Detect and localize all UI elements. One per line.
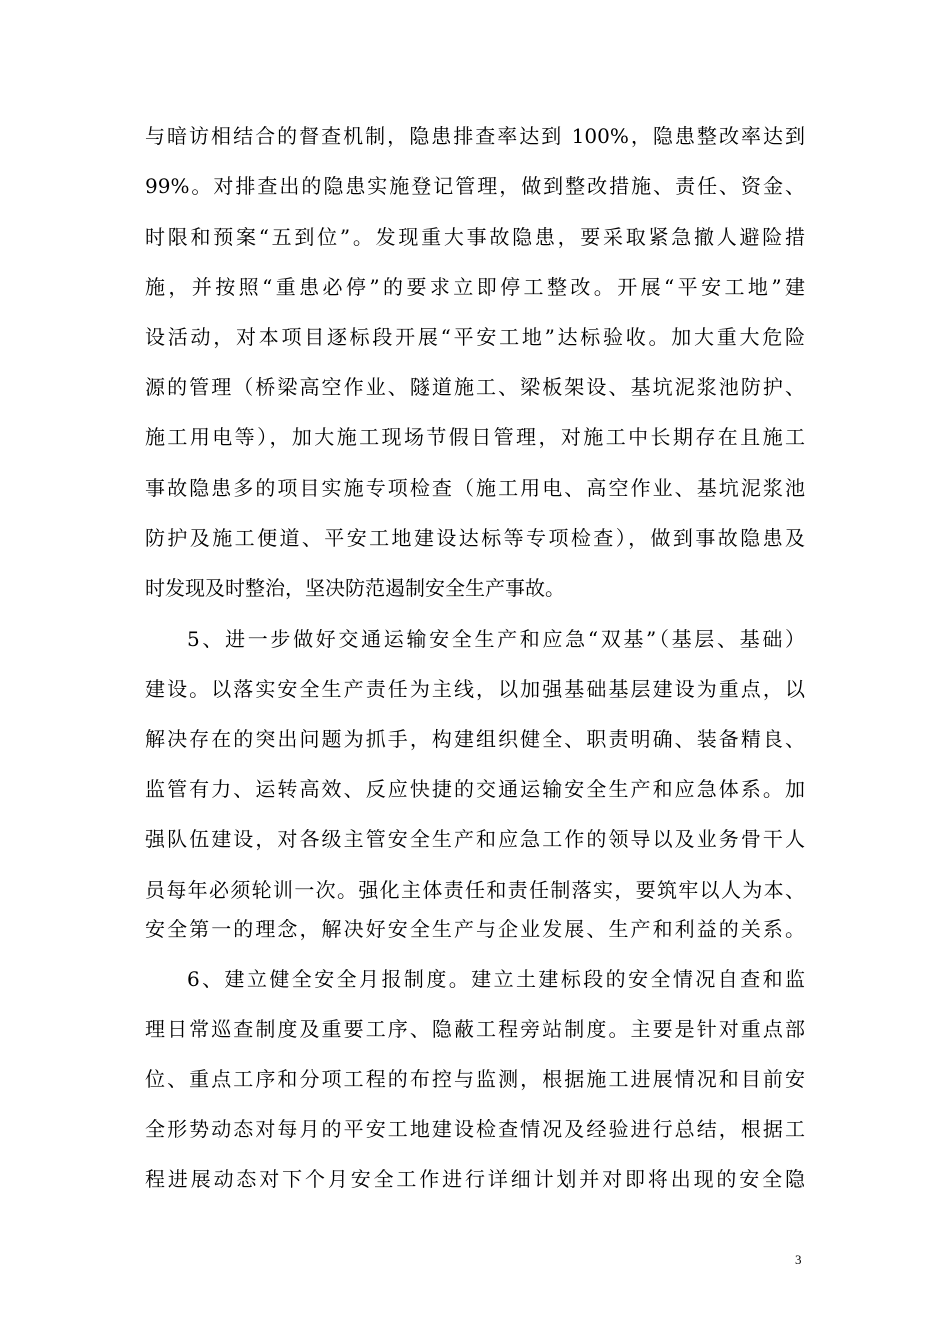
text-line: 事故隐患多的项目实施专项检查（施工用电、高空作业、基坑泥浆池 xyxy=(145,476,805,500)
text-line: 5、进一步做好交通运输安全生产和应急“双基”（基层、基础） xyxy=(187,627,805,651)
text-line: 设活动，对本项目逐标段开展“平安工地”达标验收。加大重大危险 xyxy=(145,325,805,349)
text-line: 建设。以落实安全生产责任为主线，以加强基础基层建设为重点，以 xyxy=(145,677,805,701)
text-line: 时限和预案“五到位”。发现重大事故隐患，要采取紧急撤人避险措 xyxy=(145,225,805,249)
text-line: 与暗访相结合的督查机制，隐患排查率达到 100%，隐患整改率达到 xyxy=(145,124,805,148)
text-line: 员每年必须轮训一次。强化主体责任和责任制落实，要筑牢以人为本、 xyxy=(145,878,805,902)
text-line: 施，并按照“重患必停”的要求立即停工整改。开展“平安工地”建 xyxy=(145,275,805,299)
page-number: 3 xyxy=(795,1252,802,1267)
text-line: 程进展动态对下个月安全工作进行详细计划并对即将出现的安全隐 xyxy=(145,1167,805,1191)
text-line: 防护及施工便道、平安工地建设达标等专项检查），做到事故隐患及 xyxy=(145,526,805,550)
text-line: 监管有力、运转高效、反应快捷的交通运输安全生产和应急体系。加 xyxy=(145,777,805,801)
text-line: 6、建立健全安全月报制度。建立土建标段的安全情况自查和监 xyxy=(187,967,805,991)
text-line: 施工用电等），加大施工现场节假日管理，对施工中长期存在且施工 xyxy=(145,425,805,449)
text-line: 安全第一的理念，解决好安全生产与企业发展、生产和利益的关系。 xyxy=(145,917,805,941)
text-line: 强队伍建设，对各级主管安全生产和应急工作的领导以及业务骨干人 xyxy=(145,827,805,851)
text-line: 源的管理（桥梁高空作业、隧道施工、梁板架设、基坑泥浆池防护、 xyxy=(145,375,805,399)
text-line: 理日常巡查制度及重要工序、隐蔽工程旁站制度。主要是针对重点部 xyxy=(145,1017,805,1041)
text-line: 位、重点工序和分项工程的布控与监测，根据施工进展情况和目前安 xyxy=(145,1067,805,1091)
text-line: 时发现及时整治，坚决防范遏制安全生产事故。 xyxy=(145,576,565,600)
text-line: 99%。对排查出的隐患实施登记管理，做到整改措施、责任、资金、 xyxy=(145,174,805,198)
text-line: 全形势动态对每月的平安工地建设检查情况及经验进行总结，根据工 xyxy=(145,1117,805,1141)
text-line: 解决存在的突出问题为抓手，构建组织健全、职责明确、装备精良、 xyxy=(145,727,805,751)
